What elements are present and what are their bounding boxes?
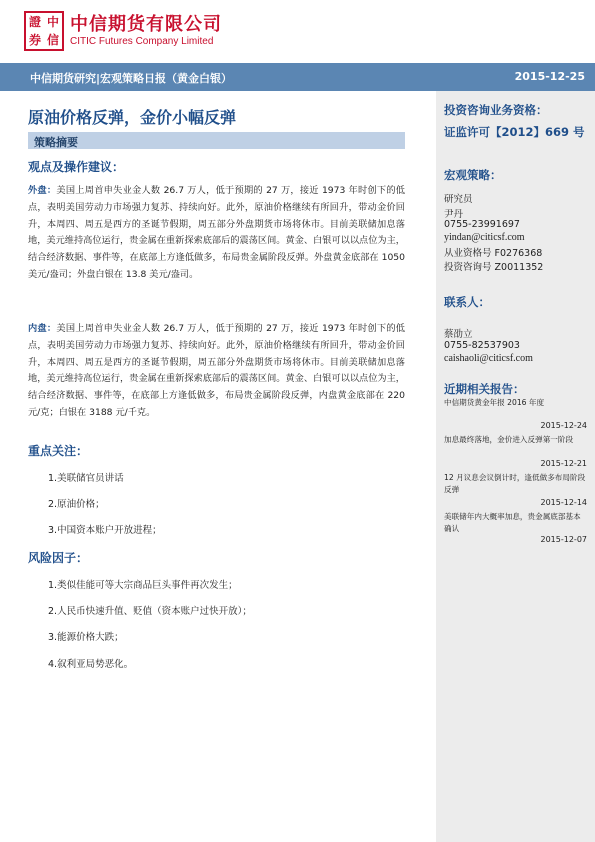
related-reports-heading: 近期相关报告：	[444, 382, 525, 396]
related-report-date: 2015-12-14	[540, 498, 587, 507]
related-report-title[interactable]: 加息最终落地，金价进入反弹第一阶段	[444, 435, 574, 444]
analyst-advisory-number: 投资咨询号 Z0011352	[444, 262, 544, 273]
outer-market-label: 外盘：	[28, 185, 57, 196]
related-report-date: 2015-12-24	[540, 421, 587, 430]
risk-item: 4.叙利亚局势恶化。	[48, 659, 134, 670]
qualification-heading: 投资咨询业务资格：	[444, 103, 548, 117]
related-report-date: 2015-12-21	[540, 459, 587, 468]
logo-glyph: 證	[28, 15, 41, 29]
contact-email: caishaoli@citicsf.com	[444, 353, 533, 364]
analyst-certificate: 从业资格号 F0276368	[444, 248, 543, 259]
company-logo	[24, 11, 222, 51]
focus-item: 2.原油价格；	[48, 499, 105, 510]
risk-item: 3.能源价格大跌；	[48, 632, 124, 643]
inner-market-text: 美国上周首申失业金人数 26.7 万人，低于预期的 27 万，接近 1973 年时创下的低点，表明美国劳动力市场强力复苏、持续向好。此外，原油价格继续有所回升，带动金价回升，本周四、周五是西方的圣诞节假期，周五部分外盘期货市场将休市。目前美联储加息落地，美元维持高位运行，贵金属在重新探索底部后的震荡区间。黄金、白银可以以点位为主，结合经济数据、事件等，在底部上方逢低做多，布局贵金属阶段反弹，内盘黄金底部在 220 元/克；白银在 3188 元/千克。	[28, 323, 405, 418]
risk-item: 2.人民币快速升值、贬值（资本账户过快开放）；	[48, 606, 252, 617]
related-report-title[interactable]: 12 月议息会议倒计时，逢低做多布局阶段反弹	[444, 473, 586, 494]
related-report-date: 2015-12-07	[540, 535, 587, 544]
analyst-email: yindan@citicsf.com	[444, 232, 525, 243]
citic-seal-logo	[24, 11, 64, 51]
company-name-cn: 中信期货有限公司	[70, 14, 222, 35]
risk-item: 1.类似佳能可等大宗商品巨头事件再次发生；	[48, 580, 238, 591]
report-title: 原油价格反弹，金价小幅反弹	[28, 108, 237, 127]
outer-market-text: 美国上周首申失业金人数 26.7 万人，低于预期的 27 万，接近 1973 年时创下的低点，表明美国劳动力市场强力复苏、持续向好。此外，原油价格继续有所回升，带动金价回升，本周四、周五是西方的圣诞节假期，周五部分外盘期货市场将休市。目前美联储加息落地，美元维持高位运行，贵金属在重新探索底部后的震荡区间。黄金、白银可以以点位为主，结合经济数据、事件等，在底部上方逢低做多，布局贵金属阶段反弹。外盘黄金底部在 1050 美元/盎司；外盘白银在 13.8 美元/盎司。	[28, 185, 405, 280]
contact-name: 蔡劭立	[444, 329, 473, 340]
strategy-summary-label: 策略摘要	[34, 136, 78, 149]
focus-item: 1.美联储官员讲话	[48, 473, 124, 484]
related-report-title[interactable]: 美联储年内大概率加息，贵金属底部基本确认	[444, 512, 581, 533]
report-series-title: 中信期货研究|宏观策略日报（黄金白银）	[30, 72, 233, 85]
logo-glyph: 券	[28, 33, 41, 47]
related-report-title[interactable]: 中信期货黄金年报 2016 年度	[444, 398, 545, 407]
inner-market-paragraph	[28, 321, 405, 422]
company-name-en: CITIC Futures Company Limited	[70, 36, 214, 47]
inner-market-label: 内盘：	[28, 323, 57, 334]
analyst-role: 研究员	[444, 194, 473, 205]
report-banner	[0, 63, 595, 91]
license-number: 证监许可【2012】669 号	[444, 125, 585, 139]
logo-glyph: 信	[46, 33, 59, 47]
viewpoint-heading: 观点及操作建议：	[28, 160, 125, 174]
outer-market-paragraph	[28, 183, 405, 284]
focus-heading: 重点关注：	[28, 444, 89, 458]
focus-item: 3.中国资本账户开放进程；	[48, 525, 162, 536]
analyst-name: 尹丹	[444, 209, 464, 220]
logo-glyph: 中	[46, 15, 59, 29]
contact-heading: 联系人：	[444, 295, 490, 309]
macro-strategy-heading: 宏观策略：	[444, 168, 502, 182]
risk-heading: 风险因子：	[28, 551, 89, 565]
report-date: 2015-12-25	[514, 70, 585, 83]
strategy-summary-bar	[28, 132, 405, 149]
contact-phone: 0755-82537903	[444, 340, 520, 351]
analyst-phone: 0755-23991697	[444, 219, 520, 230]
